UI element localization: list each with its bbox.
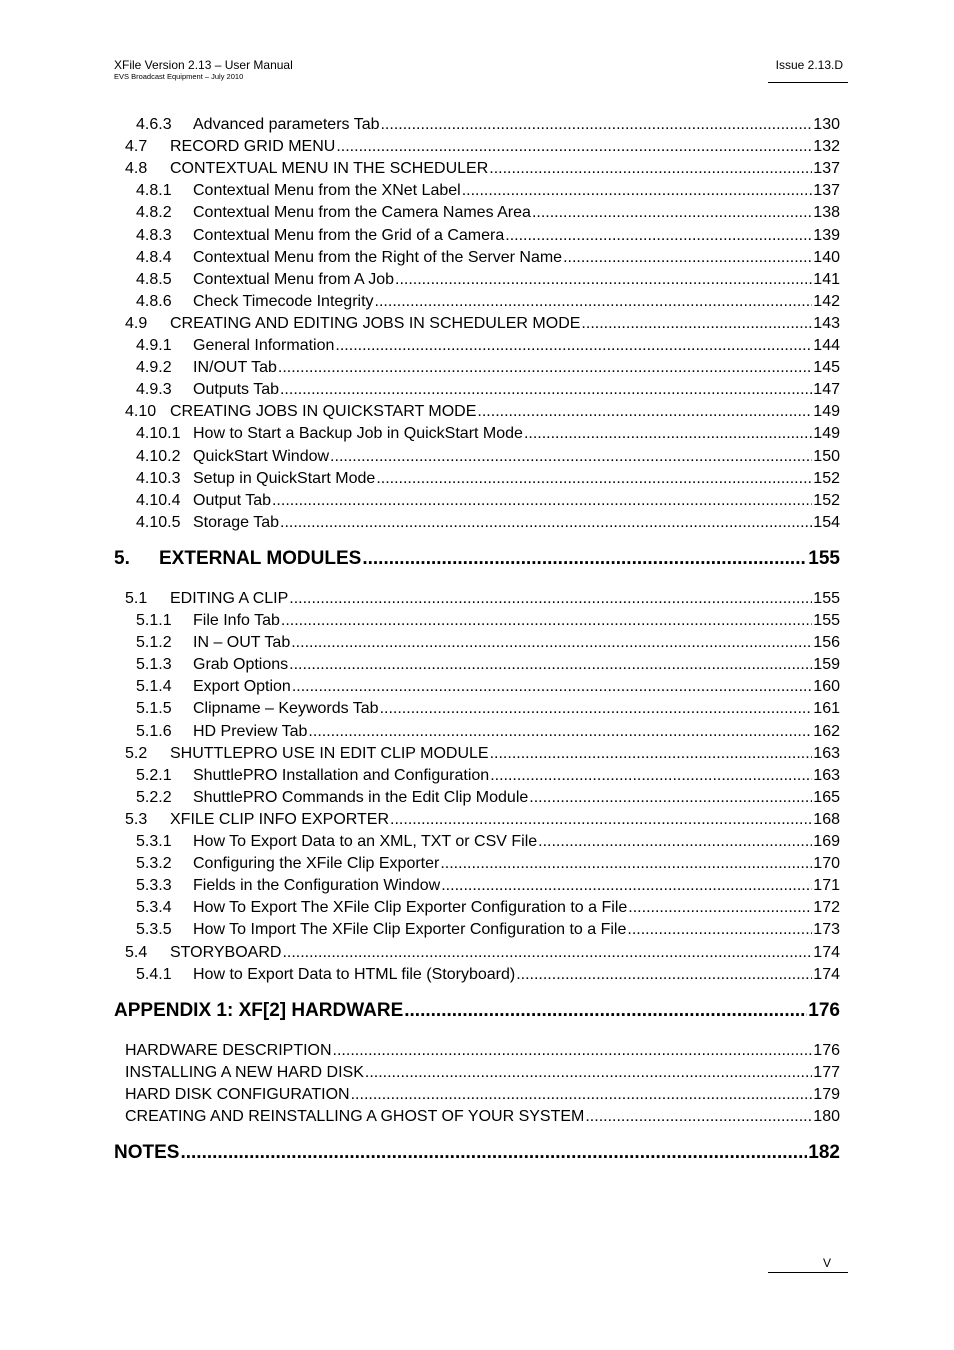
toc-entry-page: 147: [813, 381, 840, 399]
toc-dot-leader: [529, 788, 812, 808]
toc-entry-page: 165: [813, 788, 840, 806]
toc-entry-label: Storage Tab: [193, 513, 279, 531]
toc-dot-leader: [404, 999, 807, 1023]
toc-entry-number: 5.2.1: [136, 766, 172, 784]
toc-entry[interactable]: [136, 467, 840, 489]
toc-entry[interactable]: [136, 246, 840, 268]
toc-entry[interactable]: [136, 653, 840, 675]
toc-entry-page: 176: [813, 1041, 840, 1059]
toc-dot-leader: [282, 943, 812, 963]
toc-dot-leader: [490, 766, 812, 786]
toc-entry-page: 177: [813, 1063, 840, 1081]
toc-dot-leader: [563, 248, 812, 268]
toc-entry[interactable]: [136, 334, 840, 356]
toc-entry-label: Contextual Menu from A Job: [193, 270, 394, 288]
toc-entry-page: 156: [813, 634, 840, 652]
toc-dot-leader: [272, 491, 812, 511]
toc-entry-page: 155: [808, 547, 840, 569]
toc-entry-page: 173: [813, 921, 840, 939]
toc-entry-label: XFILE CLIP INFO EXPORTER: [170, 810, 390, 828]
toc-entry-label: Contextual Menu from the Camera Names Area: [193, 204, 531, 222]
toc-entry-label: ShuttlePRO Commands in the Edit Clip Module: [193, 788, 529, 806]
toc-entry-number: 5.1.3: [136, 656, 172, 674]
toc-dot-leader: [489, 159, 812, 179]
toc-entry[interactable]: [136, 764, 840, 786]
header-rule: [768, 82, 848, 83]
toc-entry-label: APPENDIX 1: XF[2] HARDWARE: [114, 999, 404, 1021]
toc-entry-page: 144: [813, 337, 840, 354]
toc-entry[interactable]: [136, 511, 840, 533]
toc-dot-leader: [336, 137, 812, 157]
toc-entry-label: IN/OUT Tab: [193, 359, 277, 377]
footer-rule: [768, 1272, 848, 1273]
toc-entry-page: 141: [813, 270, 840, 288]
toc-entry-label: Check Timecode Integrity: [193, 292, 374, 310]
toc-entry[interactable]: [125, 742, 840, 764]
toc-entry-page: 160: [813, 678, 840, 696]
toc-dot-leader: [180, 1141, 807, 1165]
toc-entry-label: File Info Tab: [193, 612, 280, 629]
toc-entry-page: 142: [813, 292, 840, 310]
toc-entry[interactable]: [125, 312, 840, 334]
toc-entry-page: 162: [813, 722, 840, 740]
toc-entry-page: 169: [813, 833, 840, 850]
toc-entry-page: 182: [808, 1142, 840, 1164]
toc-entry[interactable]: [136, 113, 840, 135]
toc-entry[interactable]: [114, 997, 840, 1023]
toc-dot-leader: [395, 270, 812, 290]
toc-entry-page: 137: [813, 182, 840, 200]
toc-entry[interactable]: [125, 941, 840, 963]
toc-entry-page: 149: [813, 403, 840, 421]
document-subtitle: EVS Broadcast Equipment – July 2010: [114, 72, 244, 81]
toc-entry-number: 5.1.1: [136, 612, 172, 629]
toc-entry[interactable]: [114, 1139, 840, 1165]
toc-entry[interactable]: [136, 675, 840, 697]
toc-entry-number: 5.4.1: [136, 965, 172, 983]
toc-entry-label: QuickStart Window: [193, 447, 330, 465]
toc-entry-page: 179: [813, 1085, 840, 1103]
toc-dot-leader: [351, 1085, 813, 1105]
toc-entry-number: 4.9.1: [136, 337, 172, 354]
toc-dot-leader: [291, 633, 812, 653]
toc-entry[interactable]: [125, 157, 840, 179]
toc-entry-label: SHUTTLEPRO USE IN EDIT CLIP MODULE: [170, 744, 489, 762]
toc-entry[interactable]: [136, 830, 840, 852]
toc-entry[interactable]: [136, 918, 840, 940]
toc-entry-number: 4.8.3: [136, 226, 172, 244]
toc-entry-page: 139: [813, 226, 840, 244]
toc-entry[interactable]: [125, 587, 840, 609]
toc-dot-leader: [380, 699, 813, 719]
toc-entry-page: 138: [813, 204, 840, 222]
toc-dot-leader: [477, 402, 812, 422]
toc-entry-number: 4.8.2: [136, 204, 172, 222]
toc-dot-leader: [628, 898, 812, 918]
toc-entry-number: 5.2.2: [136, 788, 172, 806]
toc-entry-number: 4.8.5: [136, 270, 172, 288]
toc-entry-page: 150: [813, 447, 840, 465]
toc-entry-label: Advanced parameters Tab: [193, 116, 380, 133]
toc-entry-label: Configuring the XFile Clip Exporter: [193, 855, 440, 873]
toc-entry-number: 4.8: [125, 160, 148, 178]
toc-entry-page: 161: [813, 700, 840, 718]
toc-dot-leader: [524, 424, 812, 444]
toc-entry[interactable]: [136, 896, 840, 918]
toc-dot-leader: [308, 722, 812, 742]
toc-entry-number: 5.2: [125, 744, 148, 762]
toc-entry[interactable]: [136, 224, 840, 246]
toc-entry-label: How to Export Data to HTML file (Storyboard): [193, 965, 516, 983]
toc-dot-leader: [362, 547, 807, 571]
toc-entry[interactable]: [136, 290, 840, 312]
toc-entry[interactable]: [125, 1105, 840, 1127]
toc-entry-number: 5.1.2: [136, 634, 172, 652]
toc-entry-page: 172: [813, 899, 840, 917]
toc-entry[interactable]: [125, 1083, 840, 1105]
toc-entry-page: 171: [813, 877, 840, 895]
toc-entry-label: Fields in the Configuration Window: [193, 877, 441, 895]
toc-entry[interactable]: [125, 400, 840, 422]
toc-entry-page: 174: [813, 943, 840, 961]
toc-dot-leader: [538, 832, 812, 852]
toc-dot-leader: [365, 1063, 812, 1083]
toc-entry-number: 4.10.5: [136, 513, 181, 531]
toc-entry-page: 137: [813, 160, 840, 178]
toc-dot-leader: [335, 336, 812, 356]
toc-entry-label: Contextual Menu from the Right of the Server Name: [193, 248, 563, 266]
toc-entry[interactable]: [136, 697, 840, 719]
toc-dot-leader: [490, 744, 813, 764]
toc-entry-number: 4.8.4: [136, 248, 172, 266]
toc-entry-page: 174: [813, 965, 840, 983]
toc-entry-label: CREATING JOBS IN QUICKSTART MODE: [170, 403, 477, 421]
toc-entry[interactable]: [136, 874, 840, 896]
header-left: [114, 58, 293, 82]
toc-entry-label: CREATING AND EDITING JOBS IN SCHEDULER MODE: [170, 314, 581, 332]
toc-entry-number: 4.10: [125, 403, 157, 421]
toc-entry-label: IN – OUT Tab: [193, 634, 291, 652]
toc-entry-page: 163: [813, 744, 840, 762]
toc-entry-page: 180: [813, 1108, 840, 1125]
toc-entry[interactable]: [136, 631, 840, 653]
toc-entry[interactable]: [136, 179, 840, 201]
toc-entry-number: 5.3.1: [136, 833, 172, 850]
toc-entry-page: 152: [813, 469, 840, 487]
toc-entry-number: 4.7: [125, 138, 148, 156]
toc-entry-page: 154: [813, 513, 840, 531]
toc-dot-leader: [280, 380, 812, 400]
toc-entry-page: 155: [813, 589, 840, 607]
toc-entry-page: 155: [813, 612, 840, 629]
toc-entry-number: 4.9.3: [136, 381, 172, 399]
toc-entry-number: 5.3.4: [136, 899, 172, 917]
toc-dot-leader: [440, 854, 812, 874]
toc-entry-number: 5.1.5: [136, 700, 172, 718]
toc-entry-label: EDITING A CLIP: [170, 589, 289, 607]
toc-entry-label: Contextual Menu from the Grid of a Camera: [193, 226, 505, 244]
toc-entry-label: Export Option: [193, 678, 291, 696]
toc-entry-number: 5.3.5: [136, 921, 172, 939]
toc-entry-number: 4.10.4: [136, 491, 181, 509]
toc-entry-number: 4.10.2: [136, 447, 181, 465]
toc-entry[interactable]: [136, 720, 840, 742]
toc-entry-page: 145: [813, 359, 840, 377]
toc-entry-number: 4.6.3: [136, 116, 172, 133]
toc-dot-leader: [380, 115, 812, 135]
toc-dot-leader: [289, 655, 812, 675]
toc-dot-leader: [441, 876, 812, 896]
toc-entry-number: 5.4: [125, 943, 148, 961]
toc-dot-leader: [516, 965, 812, 985]
toc-dot-leader: [532, 203, 812, 223]
toc-entry[interactable]: [136, 445, 840, 467]
toc-entry-number: 5.3.3: [136, 877, 172, 895]
toc-entry-number: 4.9: [125, 314, 148, 332]
toc-entry[interactable]: [125, 808, 840, 830]
toc-entry-label: Clipname – Keywords Tab: [193, 700, 379, 718]
toc-entry-page: 159: [813, 656, 840, 674]
toc-entry-label: STORYBOARD: [170, 943, 282, 961]
toc-entry-label: How To Export Data to an XML, TXT or CSV File: [193, 833, 538, 850]
toc-dot-leader: [585, 1107, 812, 1127]
toc-entry-label: HD Preview Tab: [193, 722, 308, 740]
toc-entry-page: 140: [813, 248, 840, 266]
toc-entry-label: Setup in QuickStart Mode: [193, 469, 376, 487]
toc-entry-number: 5.1: [125, 589, 148, 607]
toc-dot-leader: [375, 292, 813, 312]
toc-dot-leader: [333, 1041, 813, 1061]
toc-entry-label: HARDWARE DESCRIPTION: [125, 1041, 332, 1059]
toc-entry-label: Outputs Tab: [193, 381, 279, 399]
toc-entry-label: CREATING AND REINSTALLING A GHOST OF YOUR SYSTEM: [125, 1108, 585, 1125]
toc-dot-leader: [330, 447, 812, 467]
toc-entry[interactable]: [136, 489, 840, 511]
toc-entry-label: Contextual Menu from the XNet Label: [193, 182, 461, 200]
toc-entry-label: CONTEXTUAL MENU IN THE SCHEDULER: [170, 160, 489, 178]
toc-entry-label: HARD DISK CONFIGURATION: [125, 1085, 350, 1103]
toc-entry-label: General Information: [193, 337, 335, 354]
issue-label: Issue 2.13.D: [775, 58, 843, 72]
toc-dot-leader: [581, 314, 812, 334]
toc-entry-page: 149: [813, 425, 840, 443]
toc-entry-page: 163: [813, 766, 840, 784]
toc-entry-number: 5.3.2: [136, 855, 172, 873]
toc-dot-leader: [289, 589, 812, 609]
toc-dot-leader: [278, 358, 812, 378]
toc-dot-leader: [292, 677, 812, 697]
toc-entry-page: 132: [813, 138, 840, 156]
toc-entry-label: INSTALLING A NEW HARD DISK: [125, 1063, 364, 1081]
toc-dot-leader: [462, 181, 813, 201]
document-title: XFile Version 2.13 – User Manual: [114, 58, 293, 72]
toc-entry-number: 5.1.6: [136, 722, 172, 740]
toc-entry-label: Output Tab: [193, 491, 271, 509]
toc-entry-number: 5.3: [125, 810, 148, 828]
toc-entry-page: 170: [813, 855, 840, 873]
toc-entry-number: 4.10.3: [136, 469, 181, 487]
toc-dot-leader: [390, 810, 812, 830]
page-number: V: [822, 1256, 831, 1270]
toc-entry-page: 143: [813, 314, 840, 332]
toc-entry-label: EXTERNAL MODULES: [159, 547, 362, 569]
toc-entry-page: 130: [813, 116, 840, 133]
toc-entry-page: 176: [808, 999, 840, 1021]
toc-entry-number: 4.10.1: [136, 425, 181, 443]
toc-entry-label: RECORD GRID MENU: [170, 138, 336, 156]
toc-entry-label: ShuttlePRO Installation and Configuration: [193, 766, 490, 784]
toc-entry-label: Grab Options: [193, 656, 289, 674]
toc-dot-leader: [281, 611, 812, 631]
toc-entry-number: 4.9.2: [136, 359, 172, 377]
toc-entry-label: NOTES: [114, 1142, 180, 1164]
toc-entry-number: 4.8.6: [136, 292, 172, 310]
toc-entry[interactable]: [125, 135, 840, 157]
toc-entry-page: 168: [813, 810, 840, 828]
toc-entry[interactable]: [136, 422, 840, 444]
toc-entry[interactable]: [136, 609, 840, 631]
toc-entry[interactable]: [125, 1061, 840, 1083]
toc-entry-page: 152: [813, 491, 840, 509]
toc-entry-label: How to Start a Backup Job in QuickStart Mode: [193, 425, 523, 443]
toc-entry-number: 5.1.4: [136, 678, 172, 696]
toc-entry[interactable]: [136, 268, 840, 290]
toc-entry[interactable]: [136, 786, 840, 808]
toc-entry[interactable]: [125, 1039, 840, 1061]
toc-dot-leader: [376, 469, 812, 489]
toc-dot-leader: [280, 513, 812, 533]
toc-entry-number: 4.8.1: [136, 182, 172, 200]
toc-entry[interactable]: [136, 378, 840, 400]
toc-entry[interactable]: [136, 963, 840, 985]
toc-entry[interactable]: [136, 201, 840, 223]
toc-entry[interactable]: [136, 852, 840, 874]
toc-dot-leader: [627, 920, 812, 940]
toc-entry-number: 5.: [114, 547, 130, 569]
toc-entry-label: How To Export The XFile Clip Exporter Configuration to a File: [193, 899, 628, 917]
toc-dot-leader: [505, 226, 812, 246]
toc-entry[interactable]: [136, 356, 840, 378]
toc-entry[interactable]: [114, 545, 840, 571]
toc-entry-label: How To Import The XFile Clip Exporter Configuration to a File: [193, 921, 627, 939]
